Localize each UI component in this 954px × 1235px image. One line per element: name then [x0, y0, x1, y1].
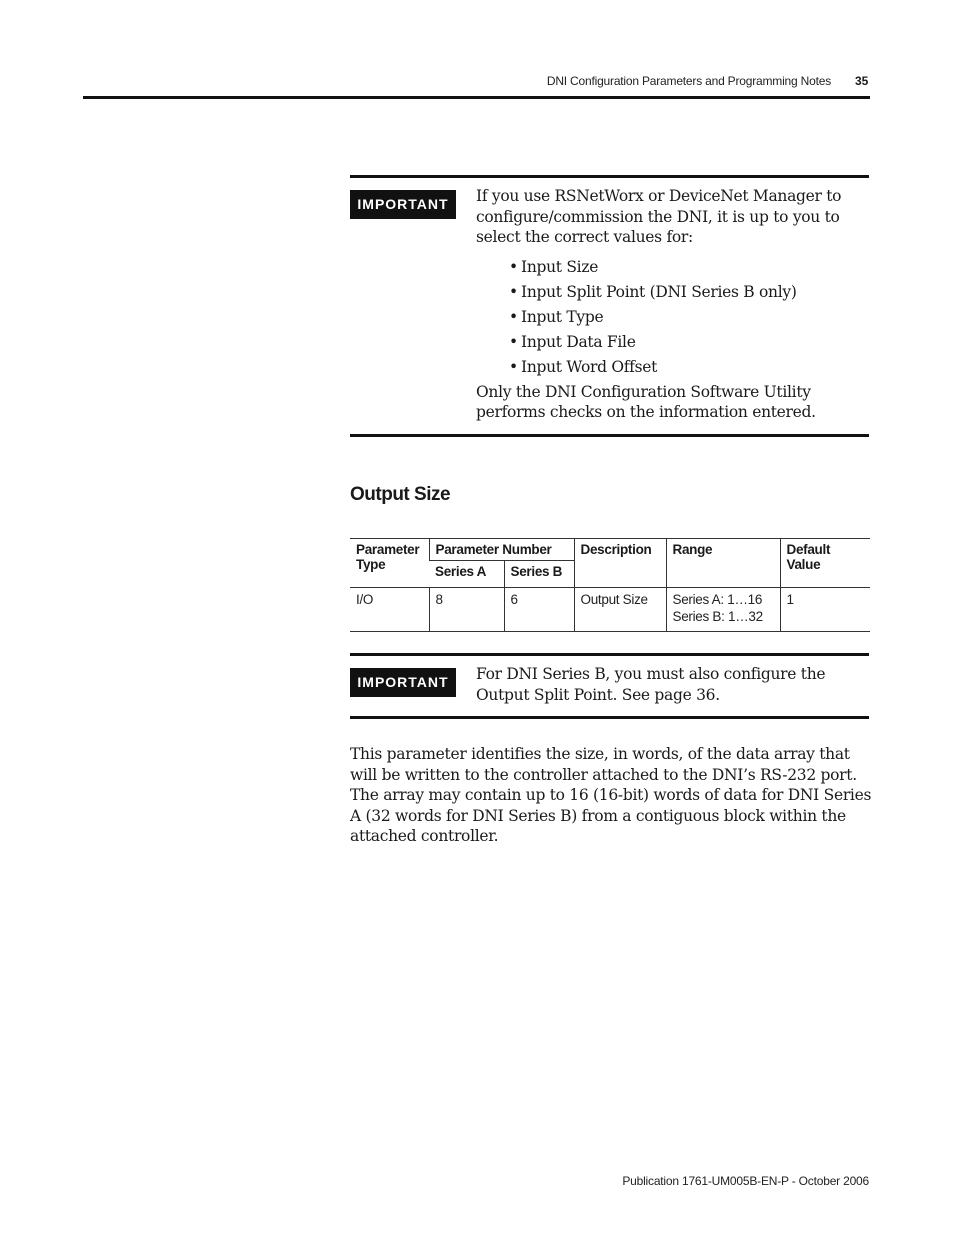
important-note-intro: If you use RSNetWorx or DeviceNet Manager to configure/commission the DNI, it is up to you to select the correct values for:	[476, 187, 842, 246]
cell-description: Output Size	[574, 588, 666, 632]
header-default-value: Default Value	[780, 539, 870, 588]
cell-range	[666, 588, 780, 632]
important-note-input-values	[350, 175, 869, 437]
publication-footer: Publication 1761-UM005B-EN-P - October 2006	[622, 1174, 869, 1188]
header-range: Range	[666, 539, 780, 588]
section-title: Output Size	[350, 484, 451, 505]
list-item: • Input Data File	[509, 332, 636, 351]
range-series-a: Series A: 1…16	[672, 592, 763, 607]
header-series-b: Series B	[504, 561, 574, 588]
cell-series-a: 8	[429, 588, 504, 632]
important-note-split-point	[350, 653, 869, 719]
important-note-body: For DNI Series B, you must also configure the Output Split Point. See page 36.	[476, 665, 826, 704]
important-label: IMPORTANT	[350, 668, 456, 697]
list-item: • Input Split Point (DNI Series B only)	[509, 282, 797, 301]
list-item: • Input Type	[509, 307, 604, 326]
header-rule	[83, 96, 870, 99]
cell-series-b: 6	[504, 588, 574, 632]
header-description: Description	[574, 539, 666, 588]
list-item: • Input Word Offset	[509, 357, 658, 376]
header-parameter-number: Parameter Number	[429, 539, 574, 561]
body-paragraph: This parameter identifies the size, in words, of the data array that will be written to the controller attached to the DNI’s RS-232 port. The array may contain up to 16 (16-bit) words of data for DNI Series A (32 words for DNI Series B) from a contiguous block within the attached controller.	[350, 745, 872, 845]
page-number: 35	[855, 74, 869, 88]
header-series-a: Series A	[429, 561, 504, 588]
range-series-b: Series B: 1…32	[672, 609, 763, 624]
cell-default-value: 1	[780, 588, 870, 632]
important-note-outro: Only the DNI Configuration Software Utility performs checks on the information entered.	[476, 382, 816, 421]
list-item: • Input Size	[509, 257, 599, 276]
parameter-table	[350, 538, 870, 632]
important-note-body	[476, 186, 856, 423]
header-parameter-type: Parameter Type	[350, 539, 429, 588]
running-header-title: DNI Configuration Parameters and Programming Notes	[546, 74, 831, 88]
important-label: IMPORTANT	[350, 190, 456, 219]
cell-parameter-type: I/O	[350, 588, 429, 632]
bullet-list	[476, 257, 856, 382]
table-row	[350, 588, 870, 632]
